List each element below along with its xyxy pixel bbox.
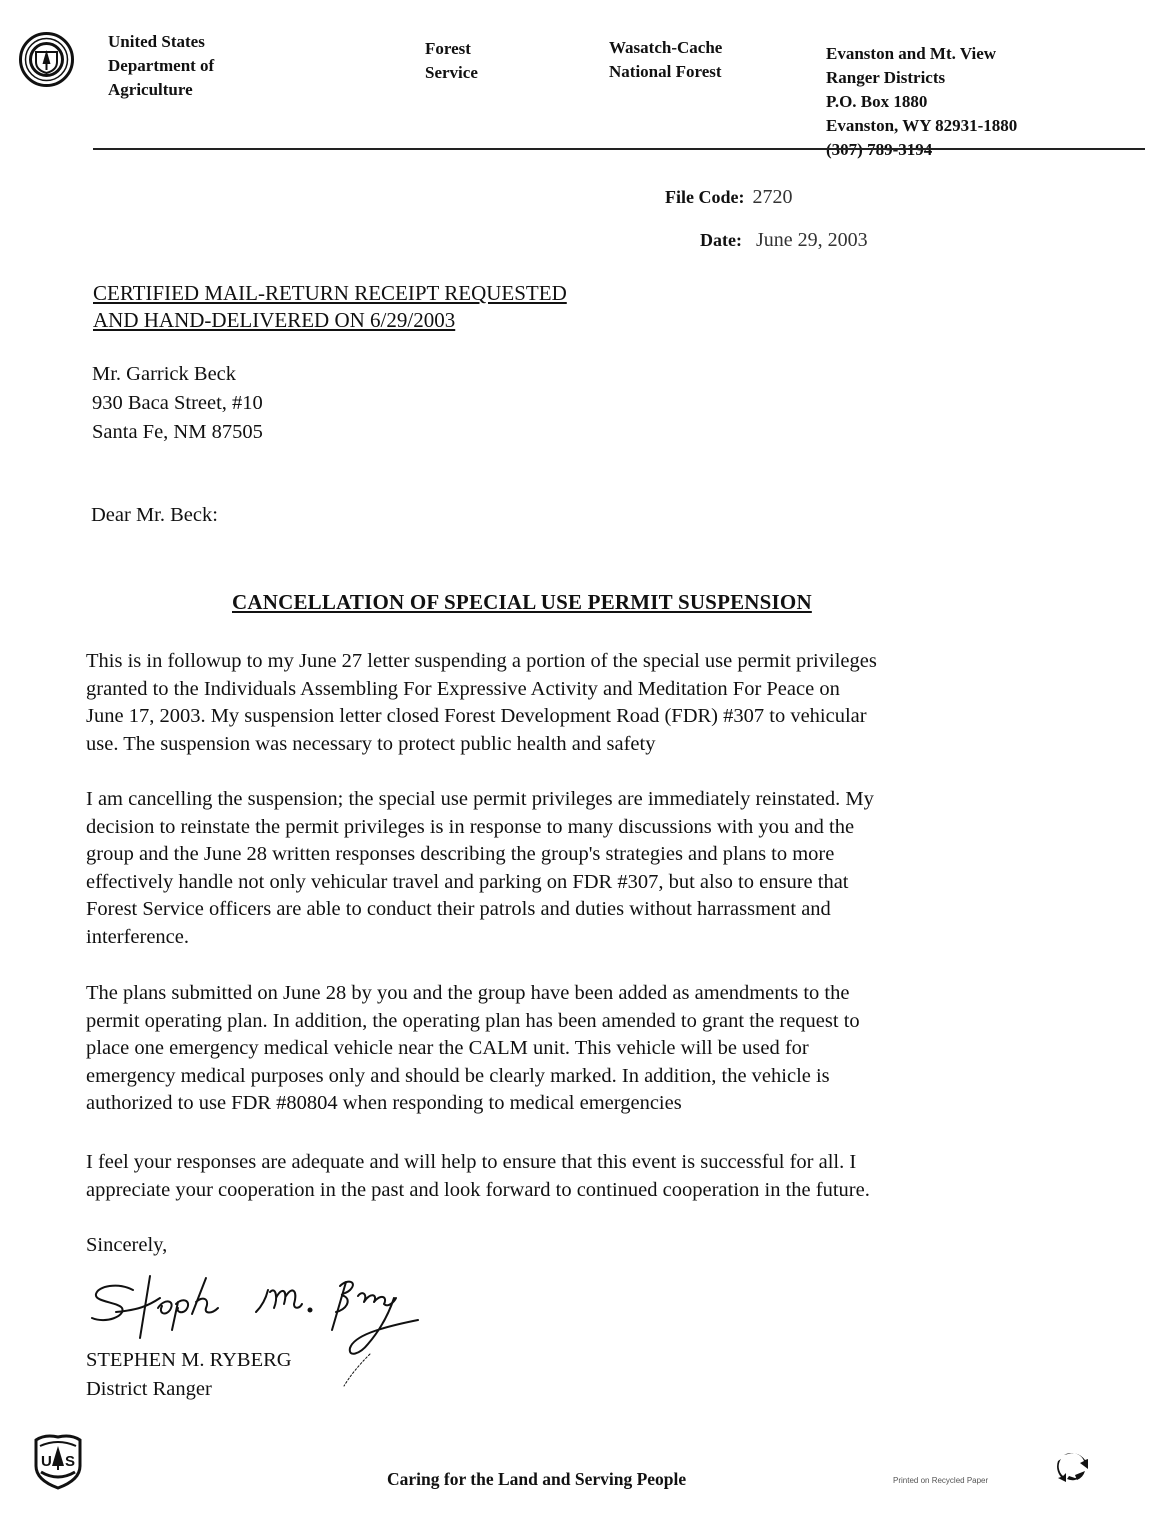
service-line: Forest	[425, 39, 471, 58]
paragraph-line: appreciate your cooperation in the past and look forward to continued cooperation in the future.	[86, 1178, 870, 1201]
svg-text:S: S	[65, 1453, 76, 1470]
address-line: Ranger Districts	[826, 68, 946, 87]
delivery-line: AND HAND-DELIVERED ON 6/29/2003	[93, 308, 456, 332]
paragraph-line: authorized to use FDR #80804 when responding to medical emergencies	[86, 1092, 682, 1114]
agency-name	[108, 30, 214, 102]
recipient-line: Santa Fe, NM 87505	[92, 421, 263, 443]
paragraph-line: The plans submitted on June 28 by you and the group have been added as amendments to the	[86, 982, 850, 1004]
address-line: Evanston, WY 82931-1880	[826, 116, 1018, 135]
paragraph-line: group and the June 28 written responses describing the group's strategies and plans to more	[86, 843, 835, 865]
paragraph-line: place one emergency medical vehicle near the CALM unit. This vehicle will be used for	[86, 1037, 809, 1059]
paragraph-line: June 17, 2003. My suspension letter closed Forest Development Road (FDR) #307 to vehicular	[86, 705, 867, 727]
paragraph-line: I feel your responses are adequate and will help to ensure that this event is successful for all. I	[86, 1151, 857, 1173]
paragraph-line: interference.	[86, 925, 189, 948]
address-line: Evanston and Mt. View	[826, 44, 997, 63]
letterhead-divider	[93, 148, 1145, 150]
agency-line: Agriculture	[108, 80, 193, 99]
forest-service-shield-icon	[31, 1432, 85, 1490]
service-name	[425, 37, 478, 85]
file-code-value: 2720	[752, 186, 793, 208]
recipient-address	[92, 360, 263, 447]
body-paragraph-3	[86, 980, 1046, 1118]
usda-seal-icon	[19, 32, 74, 87]
file-code-label: File Code:	[665, 187, 745, 207]
body-paragraph-1	[86, 648, 1046, 758]
closing: Sincerely,	[86, 1234, 168, 1256]
service-line: Service	[425, 63, 478, 82]
address-line: P.O. Box 1880	[826, 92, 928, 111]
forest-line: Wasatch-Cache	[609, 38, 723, 57]
paragraph-line: I am cancelling the suspension; the special use permit privileges are immediately reinstated. My	[86, 788, 874, 810]
agency-line: Department of	[108, 56, 215, 75]
svg-text:U: U	[41, 1453, 52, 1470]
office-address	[826, 42, 1017, 162]
delivery-line: CERTIFIED MAIL-RETURN RECEIPT REQUESTED	[93, 281, 567, 305]
paragraph-line: emergency medical purposes only and should be clearly marked. In addition, the vehicle is	[86, 1064, 830, 1087]
address-line: (307) 789-3194	[826, 140, 933, 159]
subject-heading: CANCELLATION OF SPECIAL USE PERMIT SUSPENSION	[232, 590, 812, 614]
forest-name	[609, 36, 722, 84]
body-paragraph-2	[86, 786, 1046, 951]
body-paragraph-4	[86, 1149, 1046, 1204]
recipient-line: Mr. Garrick Beck	[92, 363, 237, 385]
signatory-name: STEPHEN M. RYBERG	[86, 1349, 292, 1371]
paragraph-line: This is in followup to my June 27 letter suspending a portion of the special use permit privileges	[86, 650, 877, 672]
paragraph-line: Forest Service officers are able to conduct their patrols and duties without harrassment and	[86, 898, 831, 920]
date-label: Date:	[700, 230, 742, 250]
paragraph-line: granted to the Individuals Assembling For Expressive Activity and Meditation For Peace on	[86, 677, 840, 700]
letter-date	[700, 229, 868, 252]
date-value: June 29, 2003	[755, 229, 868, 251]
file-code	[665, 186, 792, 209]
agency-line: United States	[108, 32, 205, 51]
paragraph-line: decision to reinstate the permit privileges is in response to many discussions with you and the	[86, 815, 855, 838]
salutation: Dear Mr. Beck:	[91, 504, 218, 526]
signatory-title: District Ranger	[86, 1378, 212, 1400]
recycle-icon	[1055, 1449, 1089, 1483]
recipient-line: 930 Baca Street, #10	[92, 392, 263, 414]
paragraph-line: effectively handle not only vehicular travel and parking on FDR #307, but also to ensure that	[86, 870, 849, 893]
paragraph-line: permit operating plan. In addition, the operating plan has been amended to grant the request to	[86, 1009, 860, 1032]
delivery-notice	[93, 280, 567, 334]
paragraph-line: use. The suspension was necessary to protect public health and safety	[86, 732, 656, 755]
footer-slogan: Caring for the Land and Serving People	[387, 1469, 687, 1489]
recycled-paper-note: Printed on Recycled Paper	[893, 1476, 989, 1485]
signatory-block	[86, 1346, 292, 1404]
forest-line: National Forest	[609, 62, 722, 81]
